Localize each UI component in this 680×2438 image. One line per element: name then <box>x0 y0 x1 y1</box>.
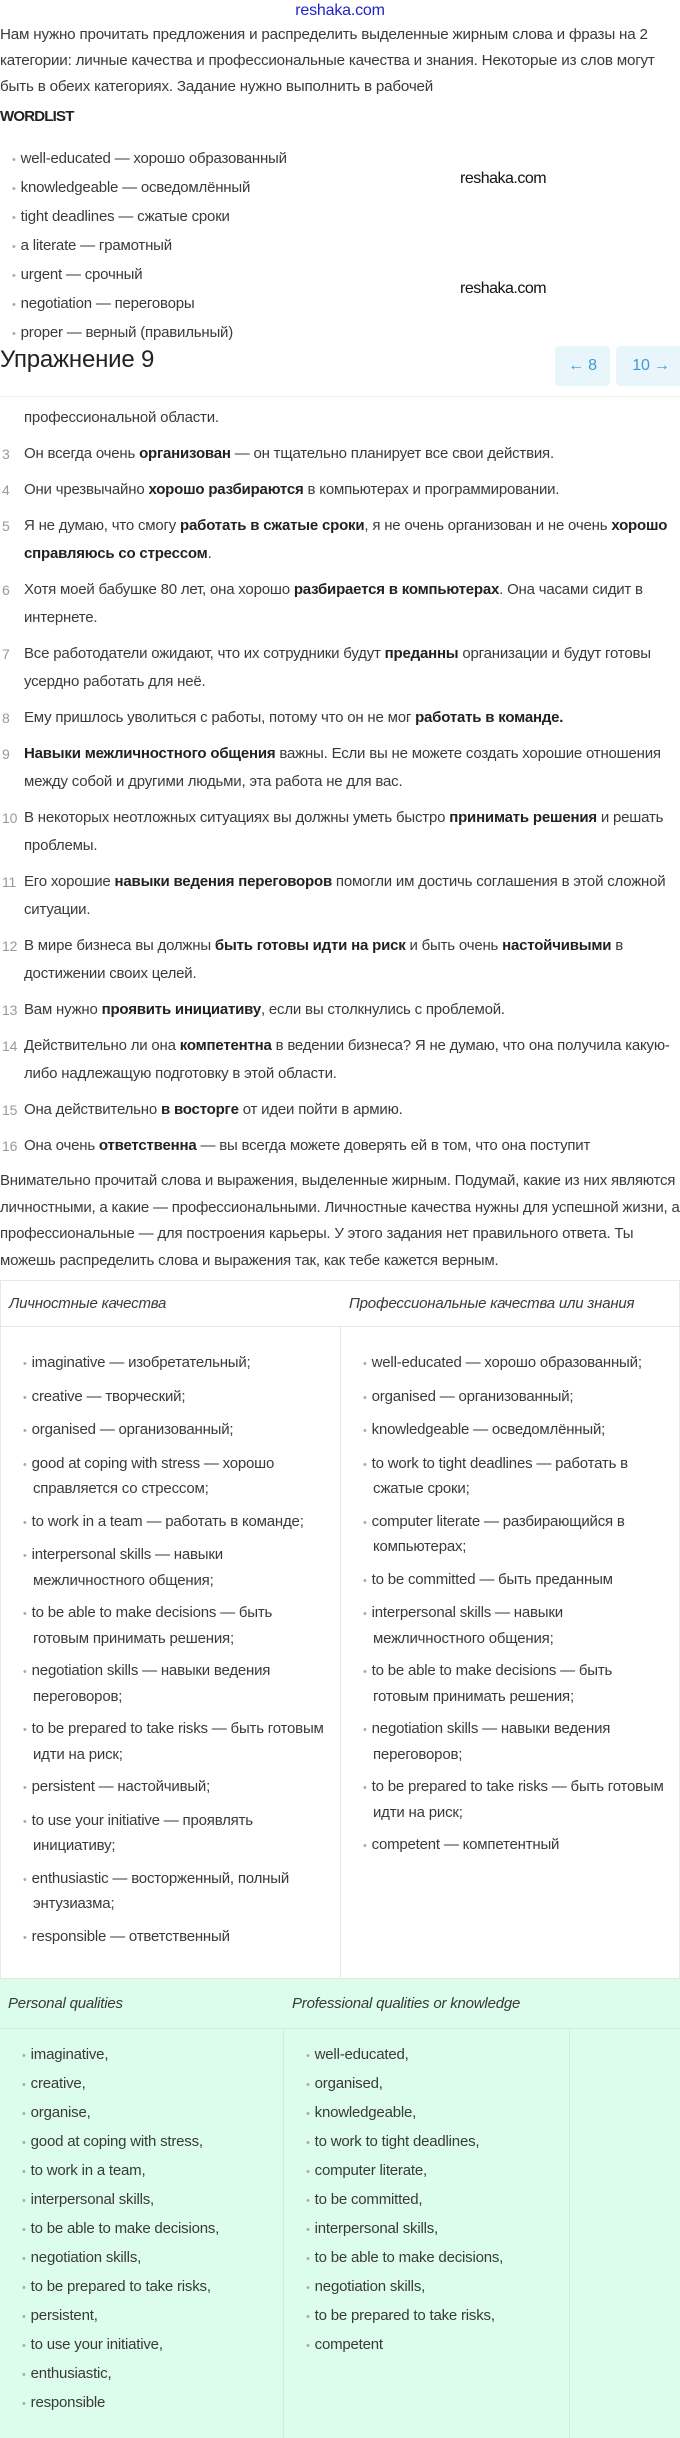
bullet-icon: • <box>306 2282 310 2294</box>
item-text: proper — верный (правильный) <box>20 324 234 341</box>
wordlist-label: WORDLIST <box>0 108 74 125</box>
bullet-icon: • <box>23 1931 27 1944</box>
sentence-item <box>0 740 680 796</box>
list-item <box>12 203 287 232</box>
bullet-icon: • <box>22 2195 26 2207</box>
bullet-icon: • <box>23 1666 27 1678</box>
bold-phrase: компетентна <box>179 1037 272 1054</box>
bold-phrase: навыки ведения переговоров <box>114 873 332 890</box>
sentence-text: и решать проблемы. <box>24 809 664 854</box>
bullet-icon: • <box>12 154 16 166</box>
sentence-text: и быть очень <box>405 937 503 954</box>
bullet-icon: • <box>22 2398 26 2410</box>
list-item <box>363 1775 669 1825</box>
professional-list <box>341 1327 679 1887</box>
list-item <box>23 1809 330 1859</box>
bullet-icon: • <box>22 2137 26 2149</box>
item-text: organised — организованный; <box>371 1387 574 1405</box>
sentence-text: Хотя моей бабушке 80 лет, она хорошо <box>24 581 294 598</box>
bold-phrase: разбирается в компьютерах <box>293 581 500 598</box>
bullet-icon: • <box>363 1425 367 1437</box>
list-item <box>23 1925 330 1951</box>
list-item <box>22 2302 273 2331</box>
item-text: competent <box>314 2336 383 2353</box>
list-item <box>306 2186 559 2215</box>
bullet-icon: • <box>23 1724 27 1736</box>
bold-phrase: организован <box>139 445 231 462</box>
sentence-text: — он тщательно планирует все свои действия. <box>230 445 554 462</box>
sentence-number: 9 <box>2 746 10 762</box>
list-item <box>306 2041 559 2070</box>
list-item <box>363 1418 669 1444</box>
list-item <box>12 261 287 290</box>
bullet-icon: • <box>363 1666 367 1678</box>
bullet-icon: • <box>12 241 16 253</box>
sentence-number: 16 <box>2 1138 18 1154</box>
list-item <box>12 290 287 319</box>
bold-phrase: работать в команде. <box>415 709 564 726</box>
item-text: negotiation skills, <box>30 2249 142 2266</box>
sentence-text: Он всегда очень <box>24 445 140 462</box>
item-text: negotiation — переговоры <box>20 295 195 312</box>
bullet-icon: • <box>23 1873 27 1886</box>
sentence-text: Я не думаю, что смогу <box>24 517 181 534</box>
bullet-icon: • <box>23 1425 27 1437</box>
bullet-icon: • <box>23 1550 27 1562</box>
sentence-text: . <box>207 545 212 562</box>
item-text: to use your initiative, <box>30 2336 163 2353</box>
list-item <box>363 1659 669 1709</box>
list-item <box>363 1351 669 1377</box>
sentence-text: в достижении своих целей. <box>24 937 624 982</box>
list-item <box>23 1775 330 1801</box>
item-text: knowledgeable — осведомлённый; <box>371 1421 606 1438</box>
sentence-text: организации и будут готовы усердно работать для неё. <box>24 645 651 690</box>
next-exercise-button[interactable]: 10 → <box>616 346 680 386</box>
table-header <box>0 1979 680 2029</box>
sentence-number: 3 <box>2 446 10 462</box>
bullet-icon: • <box>22 2369 26 2381</box>
bullet-icon: • <box>23 1782 27 1794</box>
sentence-item <box>0 476 680 504</box>
item-text: to work to tight deadlines — работать в сжатые сроки; <box>371 1454 628 1497</box>
item-text: knowledgeable, <box>314 2104 417 2121</box>
sentence-text: В мире бизнеса вы должны <box>24 937 215 954</box>
sentence-item <box>0 932 680 988</box>
sentence-text: Они чрезвычайно <box>24 481 149 498</box>
bullet-icon: • <box>22 2311 26 2323</box>
item-text: creative, <box>30 2075 86 2092</box>
professional-list <box>284 2029 569 2380</box>
list-item <box>22 2244 273 2273</box>
item-text: to be able to make decisions, <box>30 2220 220 2237</box>
list-item <box>22 2273 273 2302</box>
sentence-text: В некоторых неотложных ситуациях вы должны уметь быстро <box>24 809 450 826</box>
list-item <box>363 1717 669 1767</box>
sentence-number: 5 <box>2 518 10 534</box>
sentence-item <box>0 1032 680 1088</box>
bullet-icon: • <box>12 328 16 340</box>
bullet-icon: • <box>363 1782 367 1794</box>
bullet-icon: • <box>23 1358 27 1370</box>
item-text: to be committed, <box>314 2191 423 2208</box>
item-text: tight deadlines — сжатые сроки <box>20 208 230 225</box>
list-item <box>22 2157 273 2186</box>
item-text: to work to tight deadlines, <box>314 2133 480 2150</box>
list-item <box>22 2389 273 2418</box>
bold-phrase: в восторге <box>160 1101 239 1118</box>
list-item <box>12 232 287 261</box>
item-text: knowledgeable — осведомлённый <box>20 179 251 196</box>
list-item <box>363 1568 669 1594</box>
bold-phrase: принимать решения <box>449 809 597 826</box>
sentence-number: 14 <box>2 1038 18 1054</box>
explanation-text: Внимательно прочитай слова и выражения, выделенные жирным. Подумай, какие из них являются личностными, а какие — профессиональными. Личностные качества нужны для успешной жизни, а профессиональные — для построения карьеры. У этого задания нет правильного ответа. Ты можешь распределить слова и выражения так, как тебе кажется верным. <box>0 1172 680 1269</box>
list-item <box>23 1543 330 1593</box>
sentence-text: Ему пришлось уволиться с работы, потому что он не мог <box>24 709 416 726</box>
bullet-icon: • <box>306 2050 310 2062</box>
item-text: competent — компетентный <box>371 1836 560 1853</box>
item-text: to use your initiative — проявлять инициативу; <box>31 1811 253 1854</box>
bullet-icon: • <box>22 2166 26 2178</box>
item-text: imaginative, <box>30 2046 109 2063</box>
sentence-text: . Она часами сидит в интернете. <box>24 581 643 626</box>
sentence-number: 4 <box>2 482 10 498</box>
item-text: interpersonal skills — навыки межличностного общения; <box>31 1546 223 1589</box>
list-item <box>23 1867 330 1917</box>
bullet-icon: • <box>306 2311 310 2323</box>
sentence-item <box>0 512 680 568</box>
watermark: reshaka.com <box>460 280 547 297</box>
list-item <box>22 2128 273 2157</box>
list-item <box>306 2273 559 2302</box>
item-text: organised, <box>314 2075 383 2092</box>
sentence-text: Она очень <box>24 1137 99 1154</box>
bullet-icon: • <box>363 1608 367 1620</box>
continuation-text: профессиональной области. <box>24 409 219 426</box>
bullet-icon: • <box>22 2340 26 2352</box>
header-personal: Personal qualities <box>8 1995 123 2012</box>
sentence-item <box>0 804 680 860</box>
list-item <box>12 319 287 348</box>
table-russian <box>0 1280 680 1979</box>
item-text: interpersonal skills — навыки межличностного общения; <box>371 1604 563 1647</box>
bullet-icon: • <box>23 1815 27 1828</box>
sentence-number: 10 <box>2 810 18 826</box>
item-text: interpersonal skills, <box>30 2191 155 2208</box>
sentence-item <box>0 996 680 1024</box>
item-text: well-educated — хорошо образованный <box>20 150 287 167</box>
bullet-icon: • <box>306 2108 310 2120</box>
sentence-item <box>0 576 680 632</box>
intro-text: Нам нужно прочитать предложения и распределить выделенные жирным слова и фразы на 2 категории: личные качества и профессиональные качества и знания. Некоторые из слов могут быть в обеих категориях. Задание нужно выполнить в рабочей <box>0 26 655 95</box>
list-item <box>12 174 287 203</box>
sentence-item <box>0 704 680 732</box>
header-personal: Личностные качества <box>9 1295 167 1312</box>
list-item <box>22 2331 273 2360</box>
list-item <box>363 1833 669 1859</box>
divider <box>0 396 680 397</box>
list-item <box>306 2215 559 2244</box>
list-item <box>23 1510 330 1536</box>
sentence-text: , я не очень организован и не очень <box>364 517 612 534</box>
list-item <box>23 1351 330 1377</box>
prev-exercise-button[interactable]: ← 8 <box>555 346 610 386</box>
item-text: responsible — ответственный <box>31 1927 230 1945</box>
list-item <box>22 2041 273 2070</box>
bullet-icon: • <box>12 270 16 282</box>
sentence-item <box>0 1132 680 1160</box>
header-professional: Professional qualities or knowledge <box>292 1995 521 2012</box>
item-text: computer literate — разбирающийся в компьютерах; <box>371 1512 625 1555</box>
bullet-icon: • <box>23 1608 27 1620</box>
bullet-icon: • <box>22 2079 26 2091</box>
item-text: good at coping with stress, <box>30 2133 203 2150</box>
sentence-text: от идеи пойти в армию. <box>238 1101 403 1118</box>
bullet-icon: • <box>306 2195 310 2207</box>
list-item <box>23 1601 330 1651</box>
sentence-number: 15 <box>2 1102 18 1118</box>
sentence-text: Его хорошие <box>24 873 115 890</box>
item-text: enthusiastic — восторженный, полный энтузиазма; <box>31 1869 290 1912</box>
list-item <box>306 2128 559 2157</box>
bullet-icon: • <box>23 1458 27 1471</box>
bullet-icon: • <box>306 2166 310 2178</box>
bullet-icon: • <box>23 1391 27 1404</box>
item-text: to be able to make decisions — быть готовым принимать решения; <box>31 1604 273 1647</box>
sentence-text: помогли им достичь соглашения в этой сложной ситуации. <box>24 873 666 918</box>
item-text: a literate — грамотный <box>20 237 172 254</box>
sentence-item <box>0 868 680 924</box>
list-item <box>22 2186 273 2215</box>
sentence-item <box>0 640 680 696</box>
sentence-text: важны. Если вы не можете создать хорошие отношения между собой и другими людьми, эта работа не для вас. <box>24 745 661 790</box>
bold-phrase: хорошо справляюсь со стрессом <box>24 517 668 562</box>
list-item <box>306 2157 559 2186</box>
exercise-sentences <box>0 404 680 1160</box>
bullet-icon: • <box>22 2253 26 2265</box>
sentence-item <box>0 1096 680 1124</box>
bullet-icon: • <box>22 2050 26 2062</box>
sentence-item <box>0 440 680 468</box>
bullet-icon: • <box>306 2079 310 2091</box>
item-text: imaginative — изобретательный; <box>31 1354 251 1371</box>
bullet-icon: • <box>363 1391 367 1404</box>
exercise-title: Упражнение 9 <box>0 346 155 373</box>
sentence-text: Все работодатели ожидают, что их сотрудники будут <box>24 645 385 662</box>
personal-list <box>0 2029 283 2438</box>
list-item <box>306 2302 559 2331</box>
sentence-number: 12 <box>2 938 18 954</box>
bold-phrase: Навыки межличностного общения <box>24 745 276 762</box>
personal-list <box>1 1327 340 1978</box>
table-english <box>0 1979 680 2438</box>
bullet-icon: • <box>363 1724 367 1736</box>
item-text: negotiation skills — навыки ведения переговоров; <box>31 1662 271 1705</box>
watermark: reshaka.com <box>460 170 547 187</box>
item-text: to be prepared to take risks, <box>314 2307 495 2324</box>
item-text: to be prepared to take risks, <box>30 2278 211 2295</box>
table-header <box>1 1281 679 1327</box>
list-item <box>23 1385 330 1411</box>
item-text: enthusiastic, <box>30 2365 112 2382</box>
list-item <box>22 2070 273 2099</box>
list-item <box>22 2215 273 2244</box>
bold-phrase: работать в сжатые сроки <box>180 517 365 534</box>
item-text: to work in a team — работать в команде; <box>31 1512 304 1530</box>
bullet-icon: • <box>306 2137 310 2149</box>
list-item <box>23 1452 330 1502</box>
item-text: interpersonal skills, <box>314 2220 439 2237</box>
bold-phrase: настойчивыми <box>502 937 612 954</box>
sentence-number: 11 <box>2 874 17 890</box>
bold-phrase: преданны <box>384 645 459 662</box>
bullet-icon: • <box>23 1516 27 1529</box>
bullet-icon: • <box>363 1458 367 1471</box>
list-item <box>306 2331 559 2360</box>
sentence-number: 7 <box>2 646 10 662</box>
item-text: organised — организованный; <box>31 1421 234 1438</box>
bullet-icon: • <box>12 299 16 311</box>
bold-phrase: быть готовы идти на риск <box>214 937 406 954</box>
list-item <box>22 2360 273 2389</box>
item-text: well-educated — хорошо образованный; <box>371 1354 642 1371</box>
item-text: negotiation skills, <box>314 2278 426 2295</box>
bold-phrase: хорошо разбираются <box>148 481 304 498</box>
sentence-number: 13 <box>2 1002 18 1018</box>
item-text: to be committed — быть преданным <box>371 1570 613 1588</box>
item-text: to be able to make decisions — быть готовым принимать решения; <box>371 1662 613 1705</box>
list-item <box>22 2099 273 2128</box>
bullet-icon: • <box>306 2340 310 2352</box>
item-text: good at coping with stress — хорошо справляется со стрессом; <box>31 1454 275 1497</box>
list-item <box>306 2070 559 2099</box>
list-item <box>306 2244 559 2273</box>
sentence-text: в ведении бизнеса? Я не думаю, что она получила какую-либо надлежащую подготовку в этой области. <box>24 1037 670 1082</box>
item-text: persistent, <box>30 2307 98 2324</box>
bullet-icon: • <box>12 183 16 195</box>
item-text: to be able to make decisions, <box>314 2249 504 2266</box>
list-item <box>363 1601 669 1651</box>
sentence-text: в компьютерах и программировании. <box>303 481 560 498</box>
sentence-text: , если вы столкнулись с проблемой. <box>260 1001 505 1018</box>
item-text: responsible <box>30 2394 106 2411</box>
header-professional: Профессиональные качества или знания <box>349 1295 635 1312</box>
bullet-icon: • <box>363 1840 367 1852</box>
bullet-icon: • <box>363 1574 367 1587</box>
list-item <box>363 1510 669 1560</box>
item-text: computer literate, <box>314 2162 427 2179</box>
item-text: persistent — настойчивый; <box>31 1778 211 1795</box>
bullet-icon: • <box>12 212 16 224</box>
list-item <box>363 1452 669 1502</box>
bold-phrase: проявить инициативу <box>101 1001 261 1018</box>
wordlist <box>12 145 287 348</box>
sentence-number: 6 <box>2 582 10 598</box>
item-text: negotiation skills — навыки ведения переговоров; <box>371 1720 611 1763</box>
sentence-text: Вам нужно <box>24 1001 102 1018</box>
sentence-number: 8 <box>2 710 10 726</box>
list-item <box>306 2099 559 2128</box>
list-item <box>23 1717 330 1767</box>
item-text: urgent — срочный <box>20 266 143 283</box>
bullet-icon: • <box>306 2224 310 2236</box>
list-item <box>23 1659 330 1709</box>
site-logo[interactable]: reshaka.com <box>295 2 385 19</box>
item-text: to be prepared to take risks — быть готовым идти на риск; <box>371 1778 664 1821</box>
bullet-icon: • <box>22 2108 26 2120</box>
list-item <box>363 1385 669 1411</box>
bullet-icon: • <box>22 2282 26 2294</box>
list-item <box>23 1418 330 1444</box>
sentence-text: Действительно ли она <box>24 1037 180 1054</box>
bold-phrase: ответственна <box>98 1137 197 1154</box>
item-text: to be prepared to take risks — быть готовым идти на риск; <box>31 1720 324 1763</box>
bullet-icon: • <box>363 1516 367 1529</box>
bullet-icon: • <box>22 2224 26 2236</box>
item-text: organise, <box>30 2104 91 2121</box>
bullet-icon: • <box>363 1358 367 1370</box>
bullet-icon: • <box>306 2253 310 2265</box>
item-text: well-educated, <box>314 2046 409 2063</box>
item-text: to work in a team, <box>30 2162 146 2179</box>
list-item <box>12 145 287 174</box>
sentence-text: — вы всегда можете доверять ей в том, что она поступит <box>196 1137 591 1154</box>
item-text: creative — творческий; <box>31 1387 186 1405</box>
sentence-text: Она действительно <box>24 1101 161 1118</box>
